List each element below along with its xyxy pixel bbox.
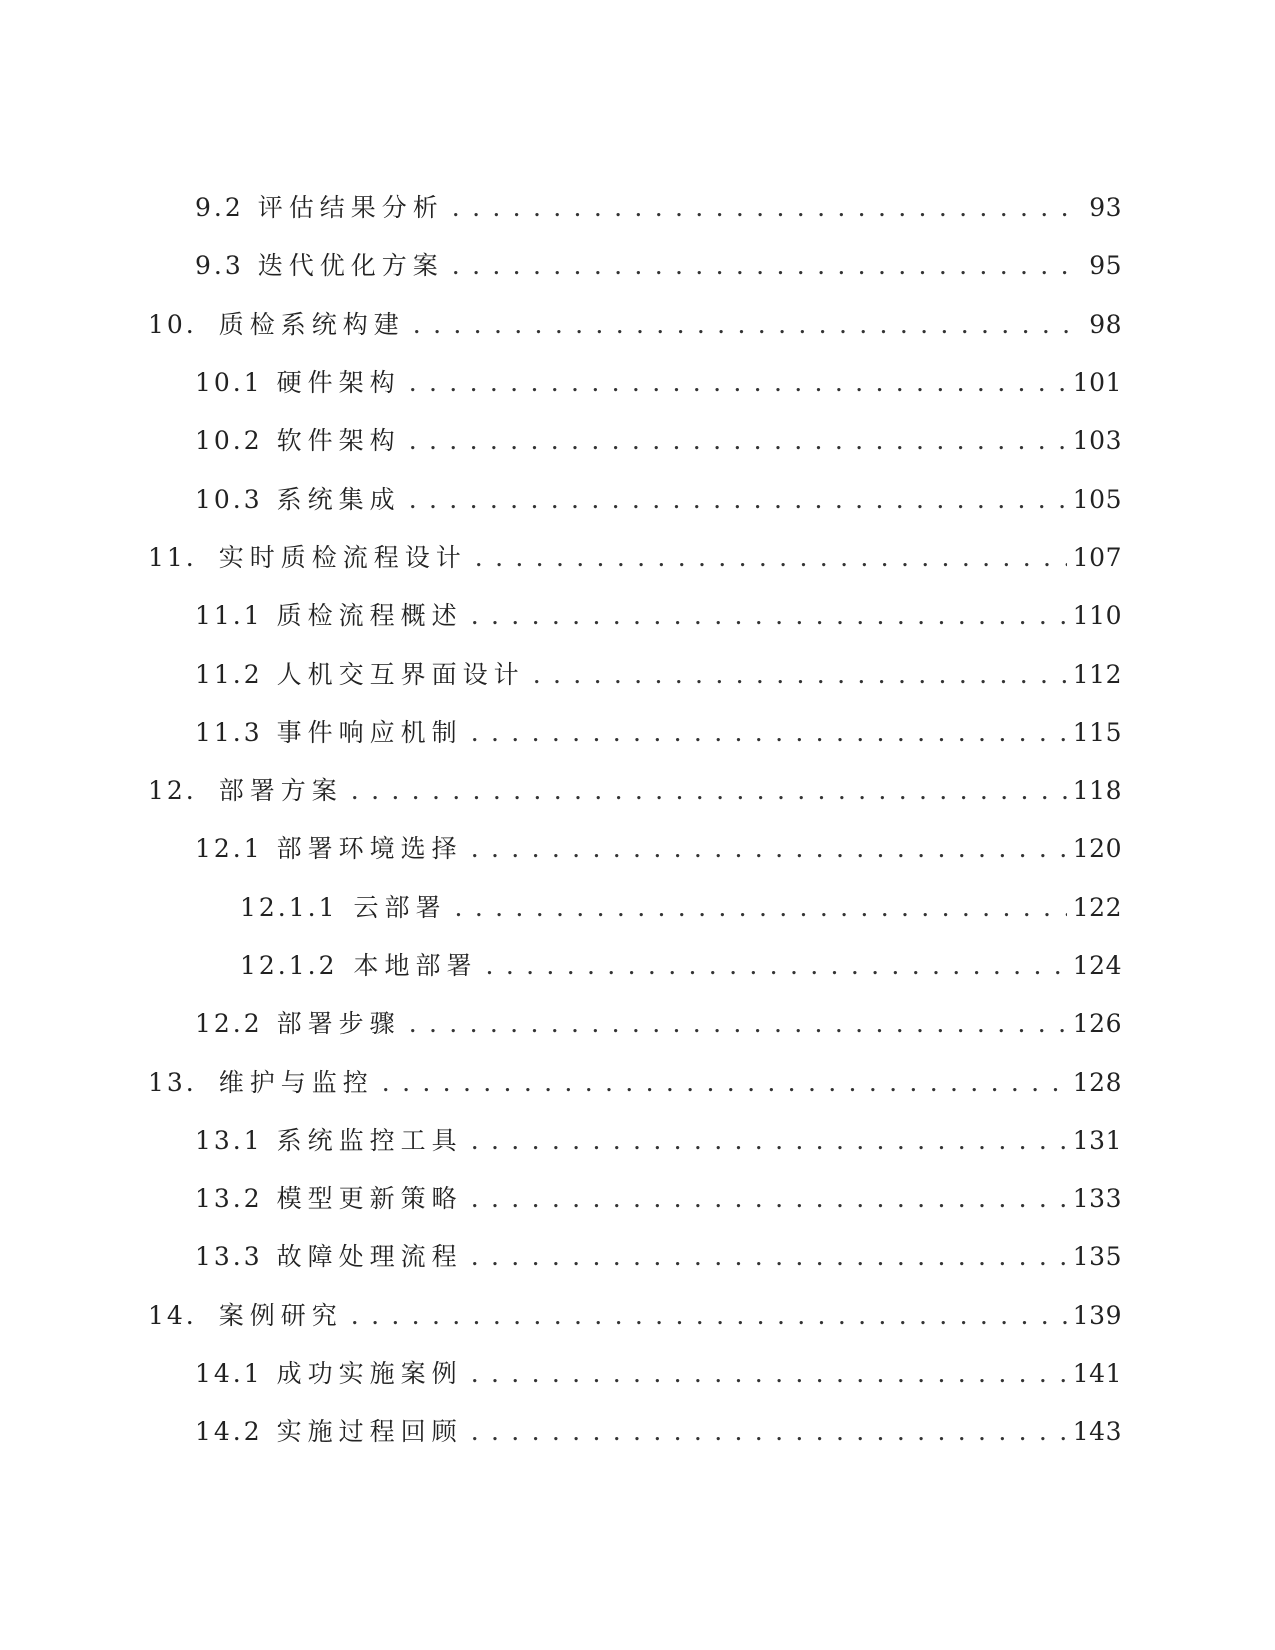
- toc-dot-leader: [351, 1299, 1067, 1333]
- toc-entry-number: 12.: [148, 776, 197, 806]
- toc-entry-line: [148, 1066, 1275, 1100]
- toc-entry-page: 131: [1072, 1125, 1122, 1155]
- toc-entry-title: 硬件架构: [276, 368, 401, 398]
- toc-entry-page: 120: [1072, 834, 1122, 864]
- toc-entry[interactable]: [0, 1345, 1275, 1403]
- toc-entry[interactable]: [0, 820, 1275, 878]
- toc-entry-line: [240, 949, 1275, 983]
- toc-entry[interactable]: [0, 1053, 1275, 1111]
- toc-entry-page: 103: [1072, 426, 1122, 456]
- toc-dot-leader: [471, 599, 1067, 633]
- toc-entry-number: 13.3: [195, 1242, 263, 1272]
- toc-entry[interactable]: [0, 412, 1275, 470]
- toc-entry-title: 实施过程回顾: [276, 1417, 463, 1447]
- table-of-contents: [0, 179, 1275, 1462]
- toc-entry-number: 12.1.2: [240, 951, 338, 980]
- toc-entry-title: 实时质检流程设计: [218, 542, 467, 572]
- toc-entry-title: 案例研究: [218, 1300, 343, 1330]
- toc-entry-page: 135: [1072, 1242, 1122, 1272]
- toc-entry-page: 107: [1072, 542, 1122, 572]
- toc-entry-number: 12.2: [195, 1009, 263, 1039]
- toc-entry[interactable]: [0, 937, 1275, 995]
- toc-dot-leader: [409, 366, 1067, 400]
- toc-entry-number: 11.: [148, 542, 197, 572]
- toc-entry-number: 14.1: [195, 1359, 263, 1389]
- toc-entry-title: 质检流程概述: [276, 601, 463, 631]
- toc-dot-leader: [486, 949, 1067, 983]
- toc-entry-line: [195, 1182, 1275, 1216]
- toc-entry-number: 11.2: [195, 659, 263, 689]
- toc-entry-line: [148, 541, 1275, 575]
- toc-entry[interactable]: [0, 354, 1275, 412]
- toc-entry-page: 105: [1072, 484, 1122, 514]
- toc-entry-line: [195, 716, 1275, 750]
- toc-entry-page: 101: [1072, 368, 1122, 398]
- toc-entry[interactable]: [0, 879, 1275, 937]
- toc-entry-line: [195, 366, 1275, 400]
- toc-entry-title: 本地部署: [353, 951, 478, 980]
- toc-dot-leader: [471, 832, 1067, 866]
- toc-entry-title: 部署方案: [218, 776, 343, 806]
- toc-entry-line: [195, 1124, 1275, 1158]
- toc-entry[interactable]: [0, 1287, 1275, 1345]
- toc-entry-title: 系统集成: [276, 484, 401, 514]
- toc-entry-page: 124: [1072, 951, 1122, 980]
- toc-entry-page: 141: [1072, 1359, 1122, 1389]
- toc-entry-page: 95: [1089, 251, 1122, 281]
- toc-entry-title: 云部署: [353, 892, 447, 922]
- toc-entry-title: 维护与监控: [218, 1067, 374, 1097]
- toc-entry-title: 部署步骤: [276, 1009, 401, 1039]
- toc-entry-line: [195, 1415, 1275, 1449]
- toc-entry-number: 10.1: [195, 368, 263, 398]
- toc-entry-number: 10.3: [195, 484, 263, 514]
- toc-entry-line: [195, 191, 1275, 225]
- toc-entry-number: 10.2: [195, 426, 263, 456]
- toc-entry[interactable]: [0, 1112, 1275, 1170]
- toc-entry-page: 128: [1072, 1067, 1122, 1097]
- toc-entry[interactable]: [0, 1403, 1275, 1461]
- toc-entry-line: [195, 599, 1275, 633]
- toc-dot-leader: [455, 891, 1067, 925]
- toc-entry-line: [148, 774, 1275, 808]
- toc-entry[interactable]: [0, 179, 1275, 237]
- toc-entry-title: 系统监控工具: [276, 1125, 463, 1155]
- toc-entry-line: [148, 308, 1275, 342]
- toc-entry[interactable]: [0, 704, 1275, 762]
- toc-entry[interactable]: [0, 237, 1275, 295]
- toc-dot-leader: [471, 1182, 1067, 1216]
- toc-entry[interactable]: [0, 762, 1275, 820]
- toc-dot-leader: [382, 1066, 1067, 1100]
- toc-entry-number: 10.: [148, 309, 197, 339]
- toc-dot-leader: [452, 249, 1083, 283]
- toc-entry[interactable]: [0, 1170, 1275, 1228]
- toc-dot-leader: [409, 1007, 1067, 1041]
- toc-entry-page: 133: [1072, 1184, 1122, 1214]
- toc-entry-number: 11.1: [195, 601, 263, 631]
- toc-dot-leader: [409, 483, 1067, 517]
- toc-entry-line: [195, 483, 1275, 517]
- toc-dot-leader: [471, 1415, 1067, 1449]
- toc-entry-title: 成功实施案例: [276, 1359, 463, 1389]
- toc-dot-leader: [475, 541, 1067, 575]
- toc-dot-leader: [452, 191, 1083, 225]
- toc-entry-line: [195, 424, 1275, 458]
- toc-dot-leader: [533, 658, 1067, 692]
- toc-entry-number: 12.1: [195, 834, 263, 864]
- toc-entry-number: 11.3: [195, 717, 263, 747]
- toc-entry[interactable]: [0, 529, 1275, 587]
- toc-dot-leader: [351, 774, 1067, 808]
- toc-entry-title: 事件响应机制: [276, 717, 463, 747]
- toc-entry-line: [195, 1357, 1275, 1391]
- toc-dot-leader: [471, 716, 1067, 750]
- toc-entry-line: [195, 249, 1275, 283]
- toc-entry-title: 人机交互界面设计: [276, 659, 525, 689]
- toc-entry[interactable]: [0, 470, 1275, 528]
- toc-dot-leader: [471, 1357, 1067, 1391]
- toc-entry-title: 模型更新策略: [276, 1184, 463, 1214]
- toc-entry-page: 126: [1072, 1009, 1122, 1039]
- toc-entry-number: 9.3: [195, 251, 244, 281]
- toc-entry-number: 9.2: [195, 193, 244, 223]
- toc-entry-page: 122: [1072, 892, 1122, 922]
- toc-dot-leader: [471, 1240, 1067, 1274]
- toc-entry-title: 软件架构: [276, 426, 401, 456]
- toc-entry-page: 93: [1089, 193, 1122, 223]
- toc-entry-title: 部署环境选择: [276, 834, 463, 864]
- toc-entry-number: 13.1: [195, 1125, 263, 1155]
- toc-entry-page: 110: [1072, 601, 1122, 631]
- toc-entry-number: 13.2: [195, 1184, 263, 1214]
- toc-entry-line: [148, 1299, 1275, 1333]
- toc-entry-number: 13.: [148, 1067, 197, 1097]
- toc-entry-line: [195, 1007, 1275, 1041]
- toc-entry-page: 118: [1072, 776, 1122, 806]
- toc-dot-leader: [409, 424, 1067, 458]
- toc-entry-number: 14.: [148, 1300, 197, 1330]
- toc-entry-number: 12.1.1: [240, 892, 338, 922]
- toc-entry-title: 迭代优化方案: [257, 251, 444, 281]
- toc-entry-title: 评估结果分析: [257, 193, 444, 223]
- toc-entry-line: [240, 891, 1275, 925]
- toc-entry-title: 质检系统构建: [218, 309, 405, 339]
- toc-entry-page: 115: [1072, 717, 1122, 747]
- toc-entry[interactable]: [0, 995, 1275, 1053]
- toc-dot-leader: [471, 1124, 1067, 1158]
- toc-entry-line: [195, 658, 1275, 692]
- toc-entry-number: 14.2: [195, 1417, 263, 1447]
- toc-dot-leader: [413, 308, 1083, 342]
- toc-entry[interactable]: [0, 587, 1275, 645]
- toc-entry-page: 112: [1072, 659, 1122, 689]
- toc-entry[interactable]: [0, 296, 1275, 354]
- toc-entry-page: 139: [1072, 1300, 1122, 1330]
- toc-entry-title: 故障处理流程: [276, 1242, 463, 1272]
- toc-entry-page: 143: [1072, 1417, 1122, 1447]
- toc-entry[interactable]: [0, 645, 1275, 703]
- toc-entry-page: 98: [1089, 309, 1122, 339]
- toc-entry-line: [195, 1240, 1275, 1274]
- toc-entry-line: [195, 832, 1275, 866]
- toc-entry[interactable]: [0, 1228, 1275, 1286]
